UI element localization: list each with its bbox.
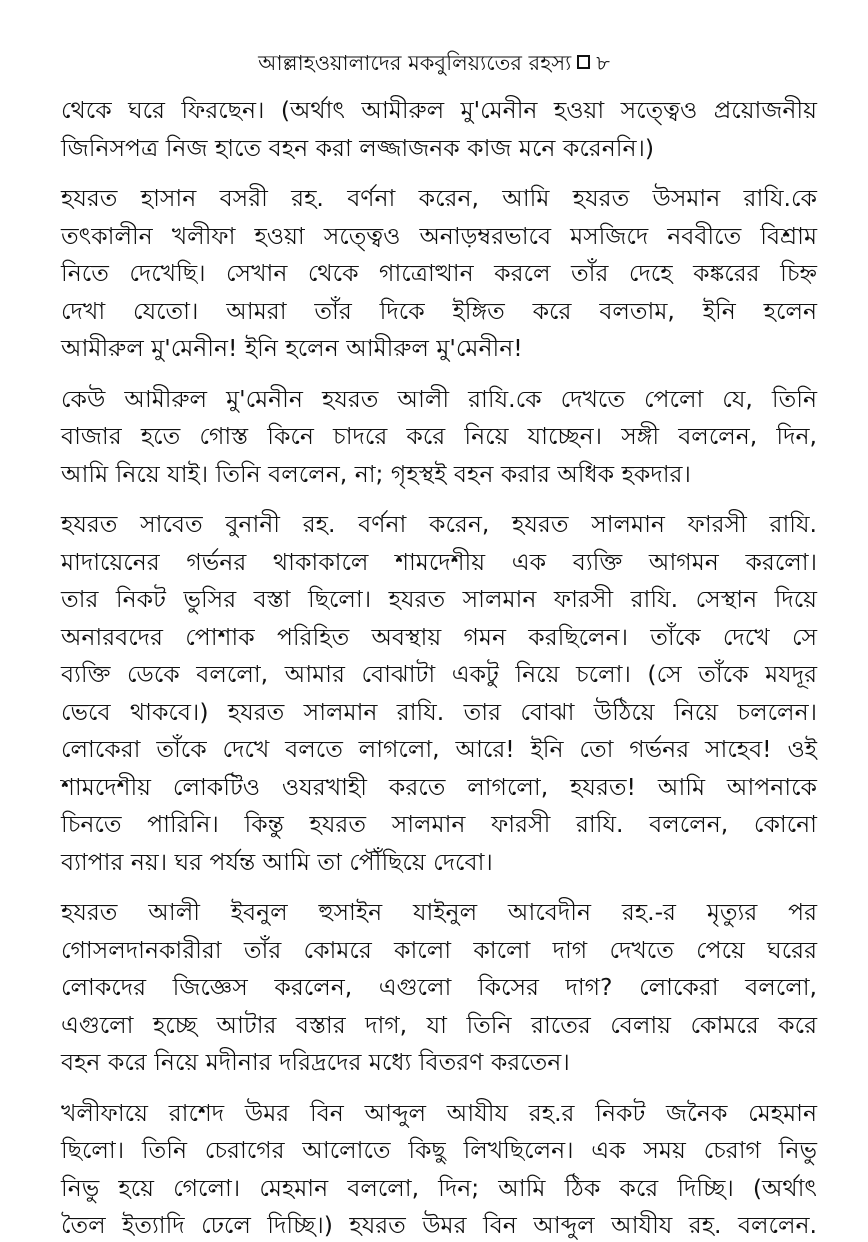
text-line: নিভু হয়ে গেলো। মেহমান বললো, দিন; আমি ঠিক করে দিচ্ছি। (অর্থাৎ: [61, 1173, 817, 1202]
paragraph: [61, 506, 817, 881]
text-line: আমি নিয়ে যাই। তিনি বললেন, না; গৃহস্থই বহন করার অধিক হকদার।: [61, 459, 691, 488]
text-line: লোকদের জিজ্ঞেস করলেন, এগুলো কিসের দাগ? লোকেরা বললো,: [61, 973, 817, 1001]
text-line: বাজার হতে গোস্ত কিনে চাদরে করে নিয়ে যাচ্ছেন। সঙ্গী বললেন, দিন,: [61, 422, 817, 450]
paragraph: [61, 1095, 817, 1242]
square-ornament-icon: [577, 55, 590, 69]
text-line: তার নিকট ভুসির বস্তা ছিলো। হযরত সালমান ফারসী রাযি. সেস্থান দিয়ে: [61, 585, 817, 613]
text-line: লোকেরা তাঁকে দেখে বলতে লাগলো, আরে! ইনি তো গর্ভনর সাহেব! ওই: [61, 735, 817, 763]
text-line: হযরত আলী ইবনুল হুসাইন যাইনুল আবেদীন রহ.-র মৃত্যুর পর: [61, 898, 817, 926]
text-line: দেখা যেতো। আমরা তাঁর দিকে ইঙ্গিত করে বলতাম, ইনি হলেন: [61, 296, 817, 325]
text-line: বহন করে নিয়ে মদীনার দরিদ্রদের মধ্যে বিতরণ করতেন।: [61, 1048, 570, 1076]
paragraph: [61, 92, 817, 167]
paragraph: [61, 381, 817, 494]
text-line: ব্যাপার নয়। ঘর পর্যন্ত আমি তা পৌঁছিয়ে দেবো।: [61, 847, 493, 876]
text-line: ব্যক্তি ডেকে বললো, আমার বোঝাটা একটু নিয়ে চলো। (সে তাঁকে মযদূর: [61, 660, 817, 688]
text-line: গোসলদানকারীরা তাঁর কোমরে কালো কালো দাগ দেখতে পেয়ে ঘরের: [61, 935, 817, 964]
text-line: চিনতে পারিনি। কিন্তু হযরত সালমান ফারসী রাযি. বললেন, কোনো: [61, 810, 817, 838]
text-line: হযরত সাবেত বুনানী রহ. বর্ণনা করেন, হযরত সালমান ফারসী রাযি.: [61, 510, 817, 538]
running-header: [0, 48, 868, 78]
text-line: তৈল ইত্যাদি ঢেলে দিচ্ছি।) হযরত উমর বিন আব্দুল আযীয রহ. বললেন.: [61, 1211, 817, 1239]
text-line: হযরত হাসান বসরী রহ. বর্ণনা করেন, আমি হযরত উসমান রাযি.কে: [61, 184, 817, 212]
text-line: থেকে ঘরে ফিরছেন। (অর্থাৎ আমীরুল মু'মেনীন হওয়া সত্ত্বেও প্রয়োজনীয়: [61, 96, 817, 124]
text-line: তৎকালীন খলীফা হওয়া সত্ত্বেও অনাড়ম্বরভাবে মসজিদে নববীতে বিশ্রাম: [61, 221, 817, 250]
page-number: ৮: [596, 51, 610, 75]
text-line: নিতে দেখেছি। সেখান থেকে গাত্রোত্থান করলে তাঁর দেহে কঙ্করের চিহ্ন: [61, 259, 817, 287]
text-line: খলীফায়ে রাশেদ উমর বিন আব্দুল আযীয রহ.র নিকট জনৈক মেহমান: [61, 1098, 817, 1127]
body-text: [61, 92, 817, 1242]
text-line: এগুলো হচ্ছে আটার বস্তার দাগ, যা তিনি রাতের বেলায় কোমরে করে: [61, 1010, 817, 1039]
text-line: কেউ আমীরুল মু'মেনীন হযরত আলী রাযি.কে দেখতে পেলো যে, তিনি: [61, 384, 817, 413]
text-line: মাদায়েনের গর্ভনর থাকাকালে শামদেশীয় এক ব্যক্তি আগমন করলো।: [61, 547, 817, 576]
paragraph: [61, 894, 817, 1082]
book-title: আল্লাহওয়ালাদের মকবুলিয়্যতের রহস্য: [258, 51, 572, 75]
paragraph: [61, 180, 817, 368]
text-line: অনারবদের পোশাক পরিহিত অবস্থায় গমন করছিলেন। তাঁকে দেখে সে: [61, 622, 817, 651]
text-line: ভেবে থাকবে।) হযরত সালমান রাযি. তার বোঝা উঠিয়ে নিয়ে চললেন।: [61, 697, 817, 726]
text-line: ছিলো। তিনি চেরাগের আলোতে কিছু লিখছিলেন। এক সময় চেরাগ নিভু: [61, 1136, 817, 1164]
text-line: জিনিসপত্র নিজ হাতে বহন করা লজ্জাজনক কাজ মনে করেননি।): [61, 133, 655, 162]
text-line: আমীরুল মু'মেনীন! ইনি হলেন আমীরুল মু'মেনীন!: [61, 334, 523, 362]
text-line: শামদেশীয় লোকটিও ওযরখাহী করতে লাগলো, হযরত! আমি আপনাকে: [61, 772, 817, 801]
